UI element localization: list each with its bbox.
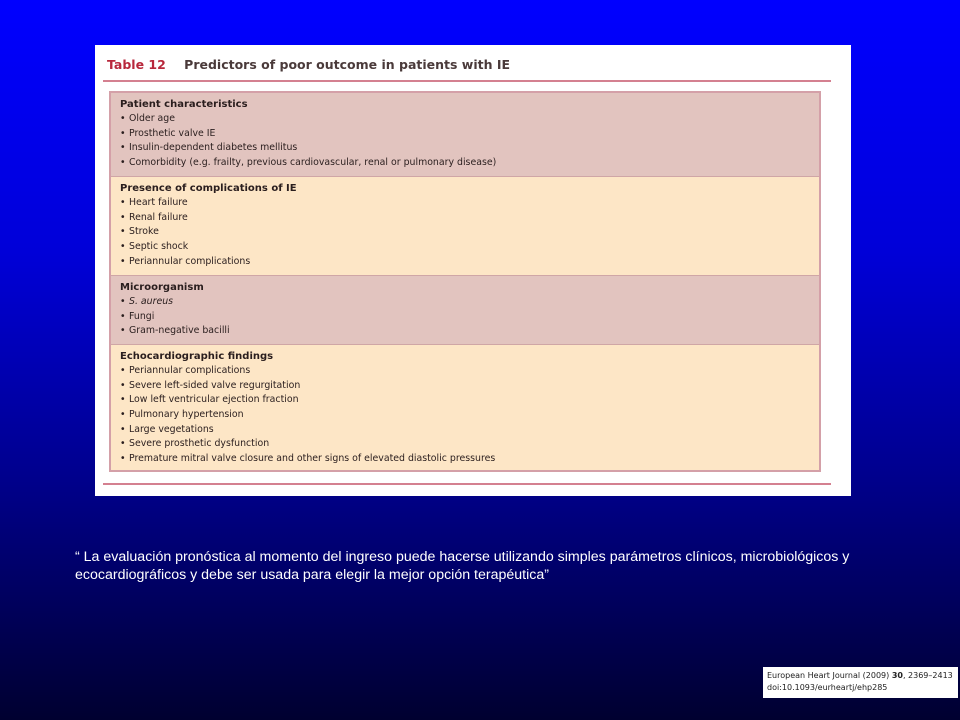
title-rule (103, 80, 831, 82)
citation-doi: doi:10.1093/eurheartj/ehp285 (767, 683, 888, 692)
section-patient-characteristics (111, 93, 819, 177)
list-item: • Heart failure (120, 197, 188, 208)
citation-journal-line: European Heart Journal (2009) 30, 2369–2413 (767, 671, 953, 680)
list-item: • Large vegetations (120, 423, 214, 435)
bottom-rule (103, 483, 831, 485)
section-header: Patient characteristics (120, 99, 248, 110)
list-item: • Periannular complications (120, 365, 251, 376)
list-item: • Prosthetic valve IE (120, 127, 216, 139)
list-item: • Premature mitral valve closure and other signs of elevated diastolic pressures (120, 453, 496, 465)
list-item: • Gram-negative bacilli (120, 325, 230, 337)
section-header: Echocardiographic findings (120, 351, 274, 362)
list-item: • Stroke (120, 226, 159, 238)
list-item: • Low left ventricular ejection fraction (120, 394, 299, 406)
table-number: Table 12 (107, 57, 166, 72)
list-item: • S. aureus (120, 296, 174, 307)
quote-text: “ La evaluación pronóstica al momento del ingreso puede hacerse utilizando simples parámetros clínicos, microbiológicos y ecocardiográficos y debe ser usada para elegir la mejor opción terapéutica” (75, 549, 850, 583)
list-item: • Insulin-dependent diabetes mellitus (120, 142, 298, 154)
list-item: • Comorbidity (e.g. frailty, previous cardiovascular, renal or pulmonary disease) (120, 157, 497, 169)
table-caption: Predictors of poor outcome in patients with IE (184, 57, 511, 72)
citation-box (763, 667, 958, 698)
list-item: • Periannular complications (120, 255, 251, 267)
list-item: • Severe prosthetic dysfunction (120, 438, 270, 450)
table-title (107, 57, 831, 72)
table-image (95, 45, 851, 496)
list-item: • Fungi (120, 310, 155, 322)
list-item: • Pulmonary hypertension (120, 409, 244, 421)
section-microorganism (111, 276, 819, 345)
section-complications (111, 177, 819, 276)
list-item: • Renal failure (120, 211, 188, 223)
section-header: Microorganism (120, 282, 204, 293)
section-echocardiographic (111, 345, 819, 470)
section-header: Presence of complications of IE (120, 183, 297, 194)
table-frame (109, 91, 821, 472)
list-item: • Older age (120, 113, 176, 124)
list-item: • Severe left-sided valve regurgitation (120, 379, 301, 391)
list-item: • Septic shock (120, 241, 189, 253)
